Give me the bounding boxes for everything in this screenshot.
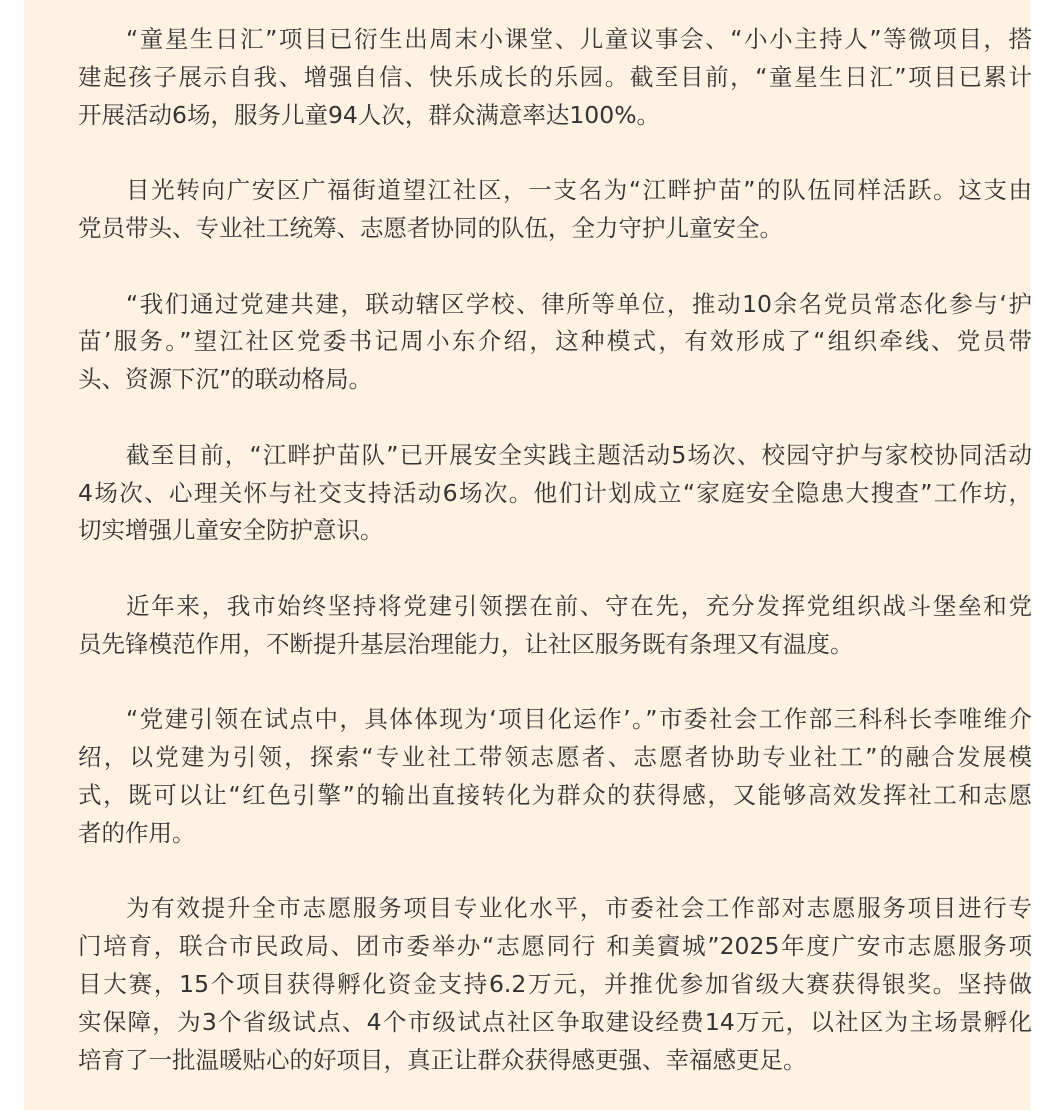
paragraph	[78, 701, 1032, 852]
paragraph-line: 培育了一批温暖贴心的好项目，真正让群众获得感更强、幸福感更足。	[78, 1045, 807, 1074]
paragraph	[78, 21, 1032, 134]
article-panel	[24, 0, 1030, 1110]
paragraph-line: 头、资源下沉”的联动格局。	[78, 365, 373, 394]
paragraph	[78, 437, 1032, 550]
paragraph-line: 目大赛，15个项目获得孵化资金支持6.2万元，并推优参加省级大赛获得银奖。坚持做	[78, 969, 1032, 998]
paragraph-line: 为有效提升全市志愿服务项目专业化水平，市委社会工作部对志愿服务项目进行专	[126, 894, 1032, 923]
paragraph-line: 切实增强儿童安全防护意识。	[78, 516, 384, 545]
paragraph-line: “童星生日汇”项目已衍生出周末小课堂、儿童议事会、“小小主持人”等微项目，搭	[126, 25, 1032, 53]
paragraph-line: “我们通过党建共建，联动辖区学校、律所等单位，推动10余名党员常态化参与‘护	[126, 289, 1032, 318]
paragraph-line: 实保障，为3个省级试点、4个市级试点社区争取建设经费14万元，以社区为主场景孵化	[78, 1007, 1032, 1036]
paragraph-line: 式，既可以让“红色引擎”的输出直接转化为群众的获得感，又能够高效发挥社工和志愿	[78, 780, 1032, 809]
paragraph-line: 4场次、心理关怀与社交支持活动6场次。他们计划成立“家庭安全隐患大搜查”工作坊，	[78, 478, 1032, 507]
paragraph	[78, 890, 1032, 1079]
paragraph-line: 近年来，我市始终坚持将党建引领摆在前、守在先，充分发挥党组织战斗堡垒和党	[126, 591, 1032, 620]
paragraph	[78, 588, 1032, 664]
paragraph-line: 目光转向广安区广福街道望江社区，一支名为“江畔护苗”的队伍同样活跃。这支由	[126, 176, 1032, 205]
paragraph-line: 绍，以党建为引领，探索“专业社工带领志愿者、志愿者协助专业社工”的融合发展模	[78, 743, 1032, 772]
paragraph-line: 建起孩子展示自我、增强自信、快乐成长的乐园。截至目前，“童星生日汇”项目已累计	[78, 62, 1032, 91]
paragraph-line: 门培育，联合市民政局、团市委举办“志愿同行 和美賨城”2025年度广安市志愿服务项	[78, 932, 1032, 961]
paragraph-line: “党建引领在试点中，具体体现为‘项目化运作’。”市委社会工作部三科科长李唯维介	[126, 705, 1032, 734]
paragraph	[78, 172, 1032, 248]
article-body	[78, 21, 1032, 1117]
paragraph-line: 员先锋模范作用，不断提升基层治理能力，让社区服务既有条理又有温度。	[78, 629, 854, 658]
paragraph-line: 苗’服务。”望江社区党委书记周小东介绍，这种模式，有效形成了“组织牵线、党员带	[78, 327, 1032, 356]
paragraph-line: 党员带头、专业社工统筹、志愿者协同的队伍，全力守护儿童安全。	[78, 213, 783, 242]
paragraph-line: 者的作用。	[78, 818, 196, 847]
paragraph	[78, 286, 1032, 399]
paragraph-line: 截至目前，“江畔护苗队”已开展安全实践主题活动5场次、校园守护与家校协同活动	[126, 440, 1032, 469]
paragraph-line: 开展活动6场，服务儿童94人次，群众满意率达100%。	[78, 100, 661, 129]
